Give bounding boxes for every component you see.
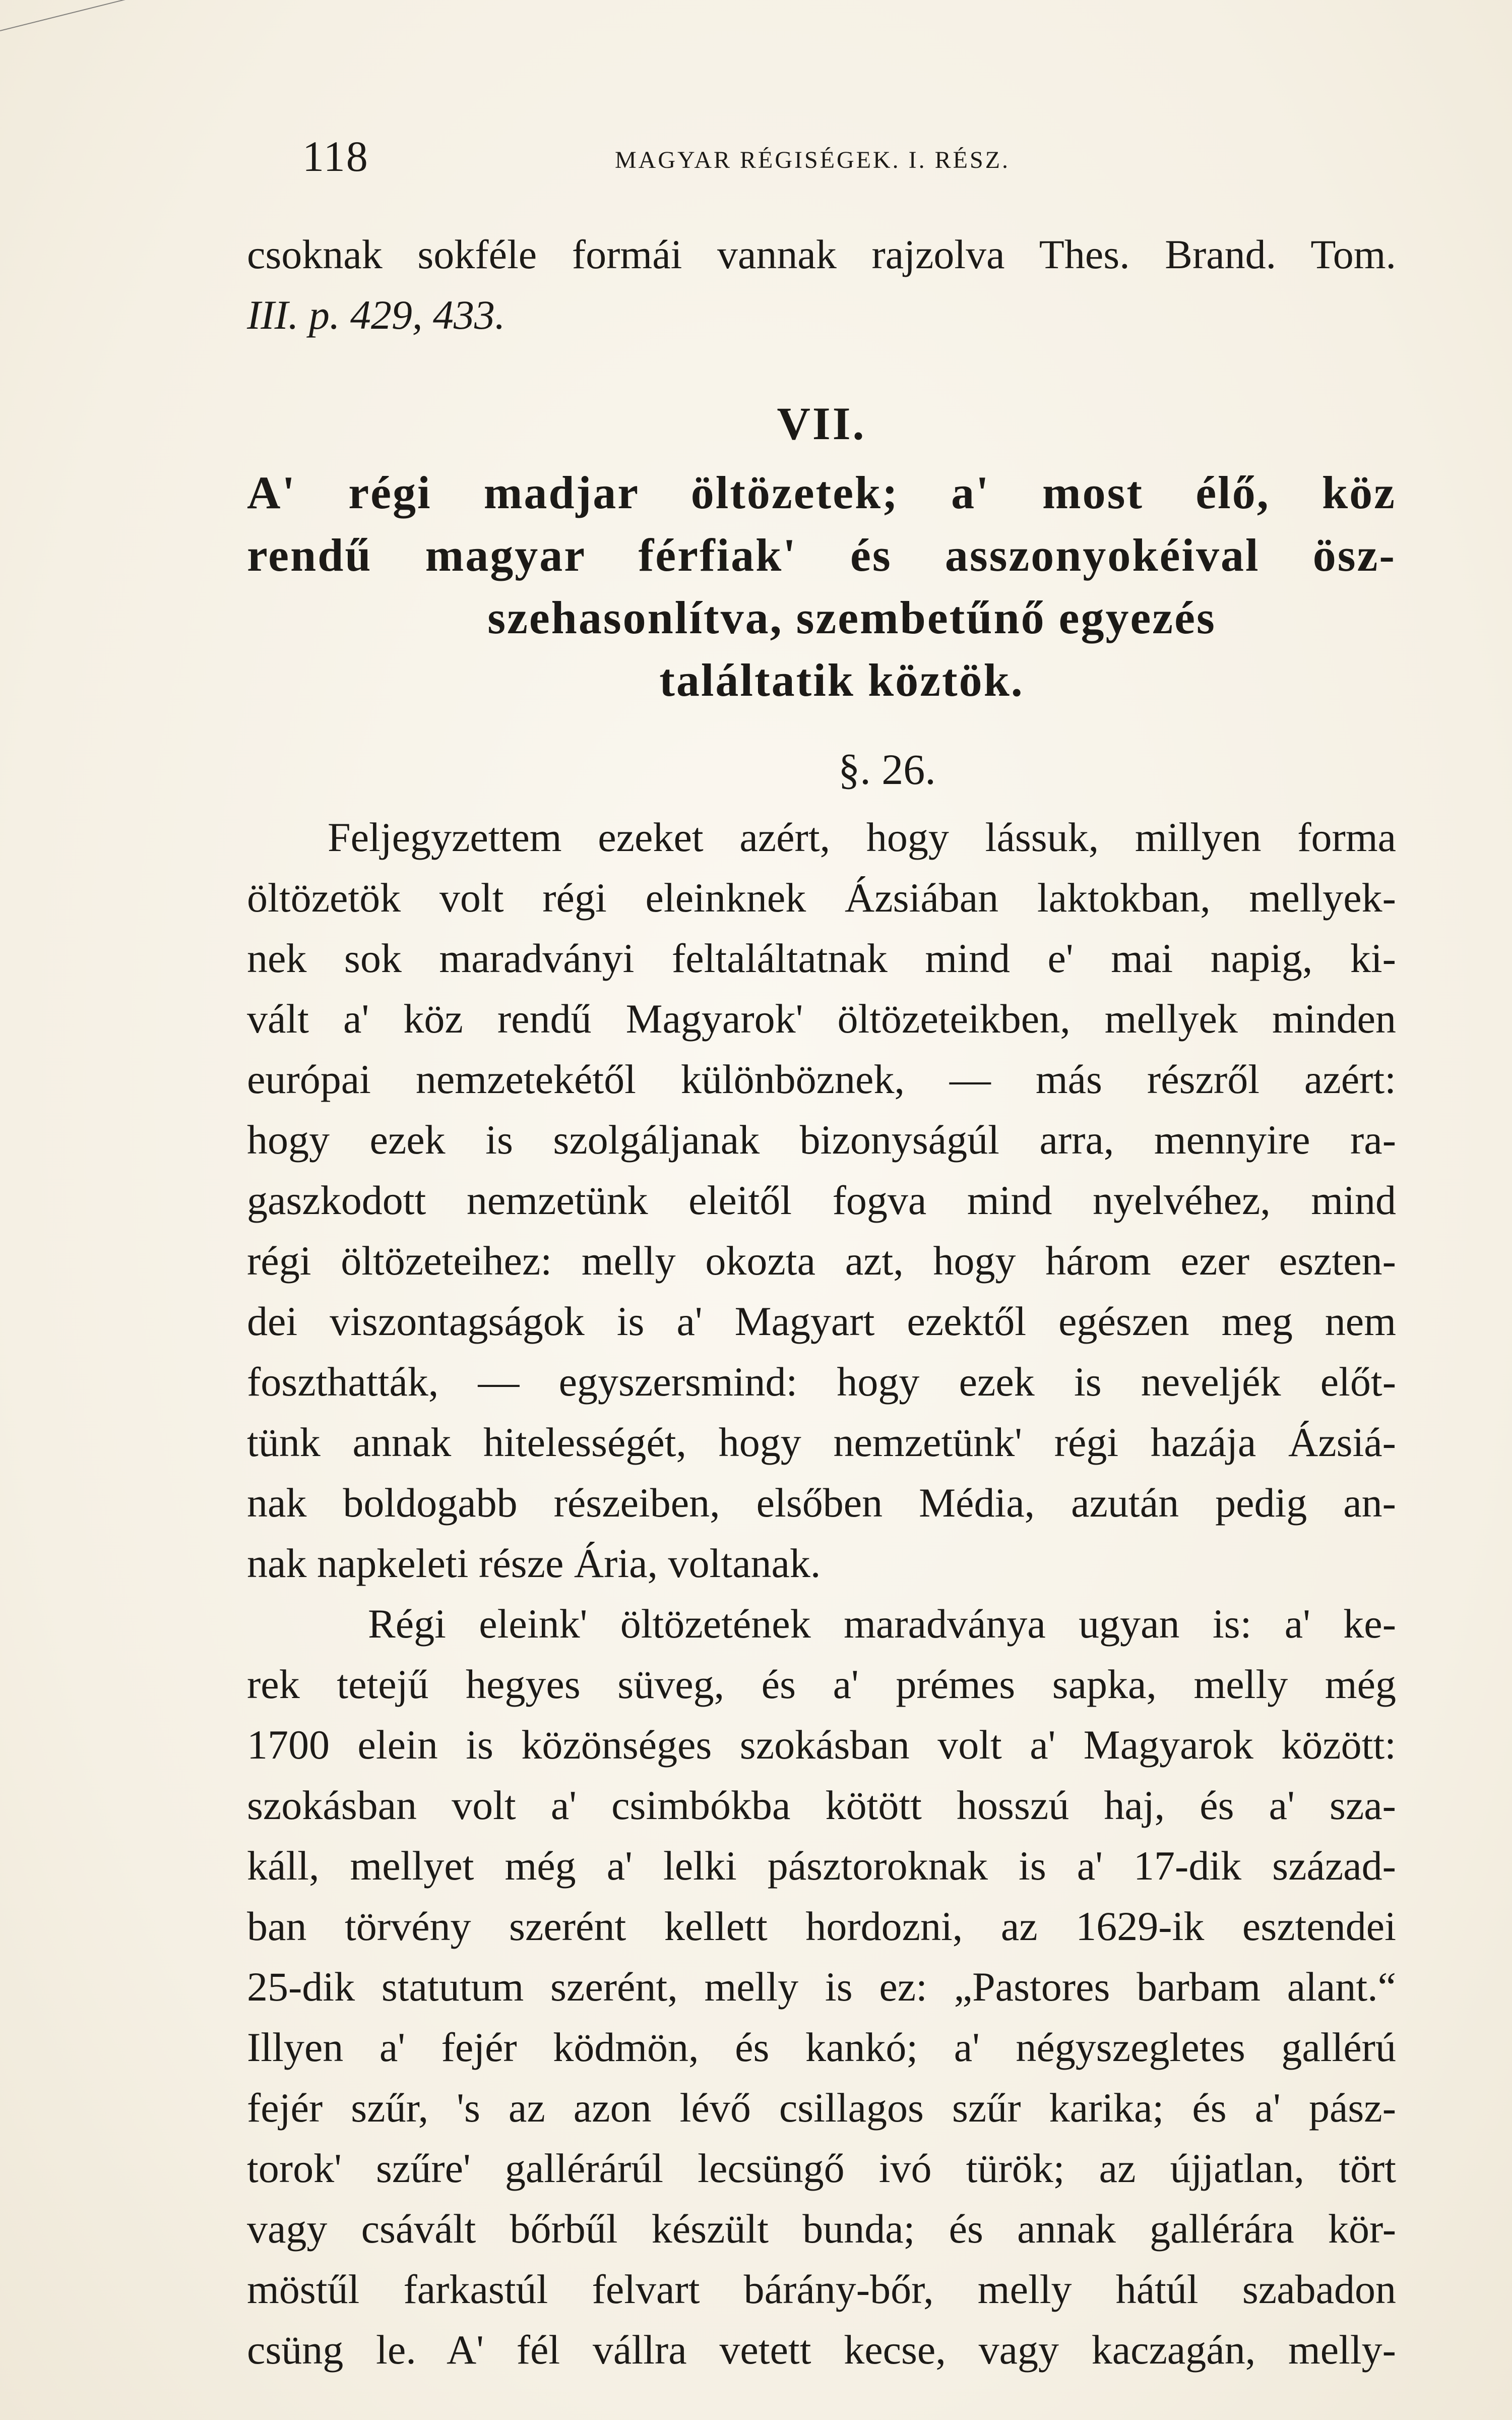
body-line: európai nemzetekétől különböznek, — más részről azért:	[247, 1056, 1396, 1102]
running-title: MAGYAR RÉGISÉGEK. I. RÉSZ.	[615, 147, 1011, 173]
body-line: torok' szűre' gallérárúl lecsüngő ivó türök; az újjatlan, tört	[247, 2145, 1396, 2191]
text-block	[247, 224, 1396, 2380]
body-line: nak napkeleti része Ária, voltanak.	[247, 1540, 821, 1586]
body-line: káll, mellyet még a' lelki pásztoroknak is a' 17-dik század-	[247, 1843, 1396, 1889]
heading-line: találtatik köztök.	[659, 654, 1024, 706]
body-line: öltözetök volt régi eleinknek Ázsiában laktokban, mellyek-	[247, 875, 1396, 921]
body-line: möstűl farkastúl felvart bárány-bőr, melly hátúl szabadon	[247, 2266, 1396, 2312]
page-header	[302, 131, 1260, 187]
body-line: fejér szűr, 's az azon lévő csillagos szűr karika; és a' pász-	[247, 2085, 1396, 2131]
body-line: nak boldogabb részeiben, elsőben Médiа, azután pedig an-	[247, 1480, 1396, 1526]
continuation-line: III. p. 429, 433.	[247, 292, 506, 338]
paragraph-mark: §. 26.	[838, 745, 936, 794]
paragraph-2	[247, 1594, 1396, 2380]
body-line: vált a' köz rendű Magyarok' öltözeteikben, mellyek minden	[247, 996, 1396, 1042]
body-line: gaszkodott nemzetünk eleitől fogva mind nyelvéhez, mind	[247, 1177, 1396, 1223]
corner-pencil-mark	[0, 0, 128, 31]
body-line: vagy csávált bőrbűl készült bunda; és annak gallérára kör-	[247, 2206, 1396, 2252]
body-line: Illyen a' fejér ködmön, és kankó; a' négyszegletes gallérú	[247, 2024, 1396, 2070]
paragraph-1	[247, 807, 1396, 1594]
body-line: 25-dik statutum szerént, melly is ez: „Pastores barbam alant.“	[247, 1964, 1396, 2010]
body-line: nek sok maradványi feltaláltatnak mind e' mai napig, ki-	[247, 935, 1396, 981]
page-number: 118	[302, 132, 369, 180]
body-line: dei viszontagságok is a' Magyart ezektől egészen meg nem	[247, 1298, 1396, 1344]
continuation-line: csoknak sokféle formái vannak rajzolva Thes. Brand. Tom.	[247, 231, 1396, 277]
body-line: hogy ezek is szolgáljanak bizonyságúl arra, mennyire ra-	[247, 1117, 1396, 1163]
body-line: csüng le. A' fél vállra vetett kecse, vagy kaczagán, melly-	[247, 2327, 1396, 2373]
heading-line: rendű magyar férfiak' és asszonyokéival ösz-	[247, 529, 1396, 581]
section-heading	[247, 461, 1396, 711]
body-line: szokásban volt a' csimbókba kötött hosszú haj, és a' sza-	[247, 1782, 1396, 1828]
body-line: 1700 elein is közönséges szokásban volt a' Magyarok között:	[247, 1722, 1396, 1768]
heading-line: szehasonlítva, szembetűnő egyezés	[487, 592, 1216, 643]
body-line: Feljegyzettem ezeket azért, hogy lássuk, millyen forma	[328, 814, 1396, 860]
body-line: foszthatták, — egyszersmind: hogy ezek is neveljék előt-	[247, 1359, 1396, 1405]
body-line: régi öltözeteihez: melly okozta azt, hogy három ezer eszten-	[247, 1238, 1396, 1284]
body-line: tünk annak hitelességét, hogy nemzetünk' régi hazája Ázsiá-	[247, 1419, 1396, 1465]
section-number: VII.	[777, 398, 866, 449]
heading-line: A' régi madjar öltözetek; a' most élő, köz	[247, 467, 1396, 518]
body-line: Régi eleink' öltözetének maradványa ugyan is: a' ke-	[368, 1601, 1396, 1647]
body-line: ban törvény szerént kellett hordozni, az 1629-ik esztendei	[247, 1903, 1396, 1949]
body-line: rek tetejű hegyes süveg, és a' prémes sapka, melly még	[247, 1661, 1396, 1707]
